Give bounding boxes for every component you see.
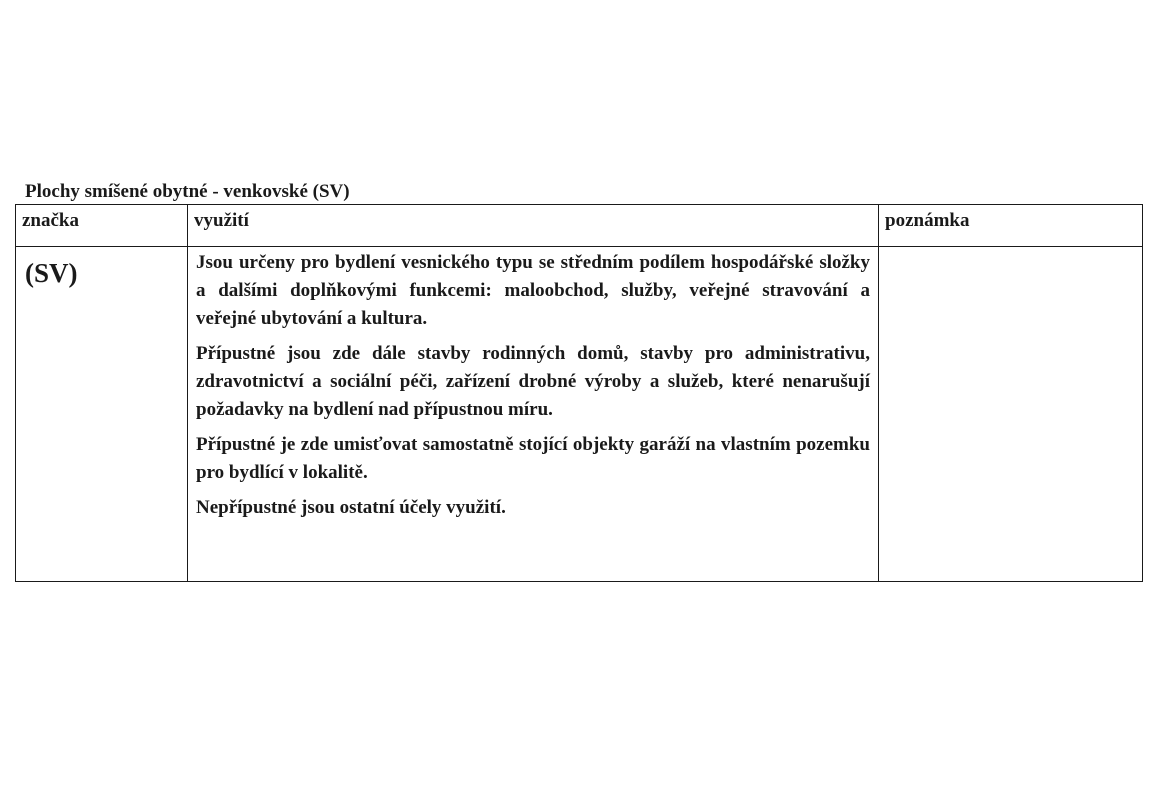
note-cell xyxy=(879,247,1143,582)
use-cell xyxy=(188,247,879,582)
use-paragraph-permitted-garages: Přípustné je zde umisťovat samostatně stojící objekty garáží na vlastním pozemku pro bydlící v lokalitě. xyxy=(196,434,870,483)
header-use: využití xyxy=(188,205,879,247)
code-value: (SV) xyxy=(25,258,78,288)
use-paragraph-not-permitted: Nepřípustné jsou ostatní účely využití. xyxy=(196,497,506,518)
code-cell xyxy=(16,247,188,582)
header-note: poznámka xyxy=(879,205,1143,247)
table-title: Plochy smíšené obytné - venkovské (SV) xyxy=(25,181,350,202)
table-header-row xyxy=(16,205,1143,247)
zoning-table xyxy=(15,204,1143,582)
use-paragraph-purpose: Jsou určeny pro bydlení vesnického typu se středním podílem hospodářské složky a dalšími doplňkovými funkcemi: maloobchod, služby, veřejné stravování a veřejné ubytování a kultura. xyxy=(196,252,870,329)
table-row xyxy=(16,247,1143,582)
header-code: značka xyxy=(16,205,188,247)
use-paragraph-permitted-buildings: Přípustné jsou zde dále stavby rodinných domů, stavby pro administrativu, zdravotnictví a sociální péči, zařízení drobné výroby a služeb, které nenarušují požadavky na bydlení nad přípustnou míru. xyxy=(196,343,870,420)
